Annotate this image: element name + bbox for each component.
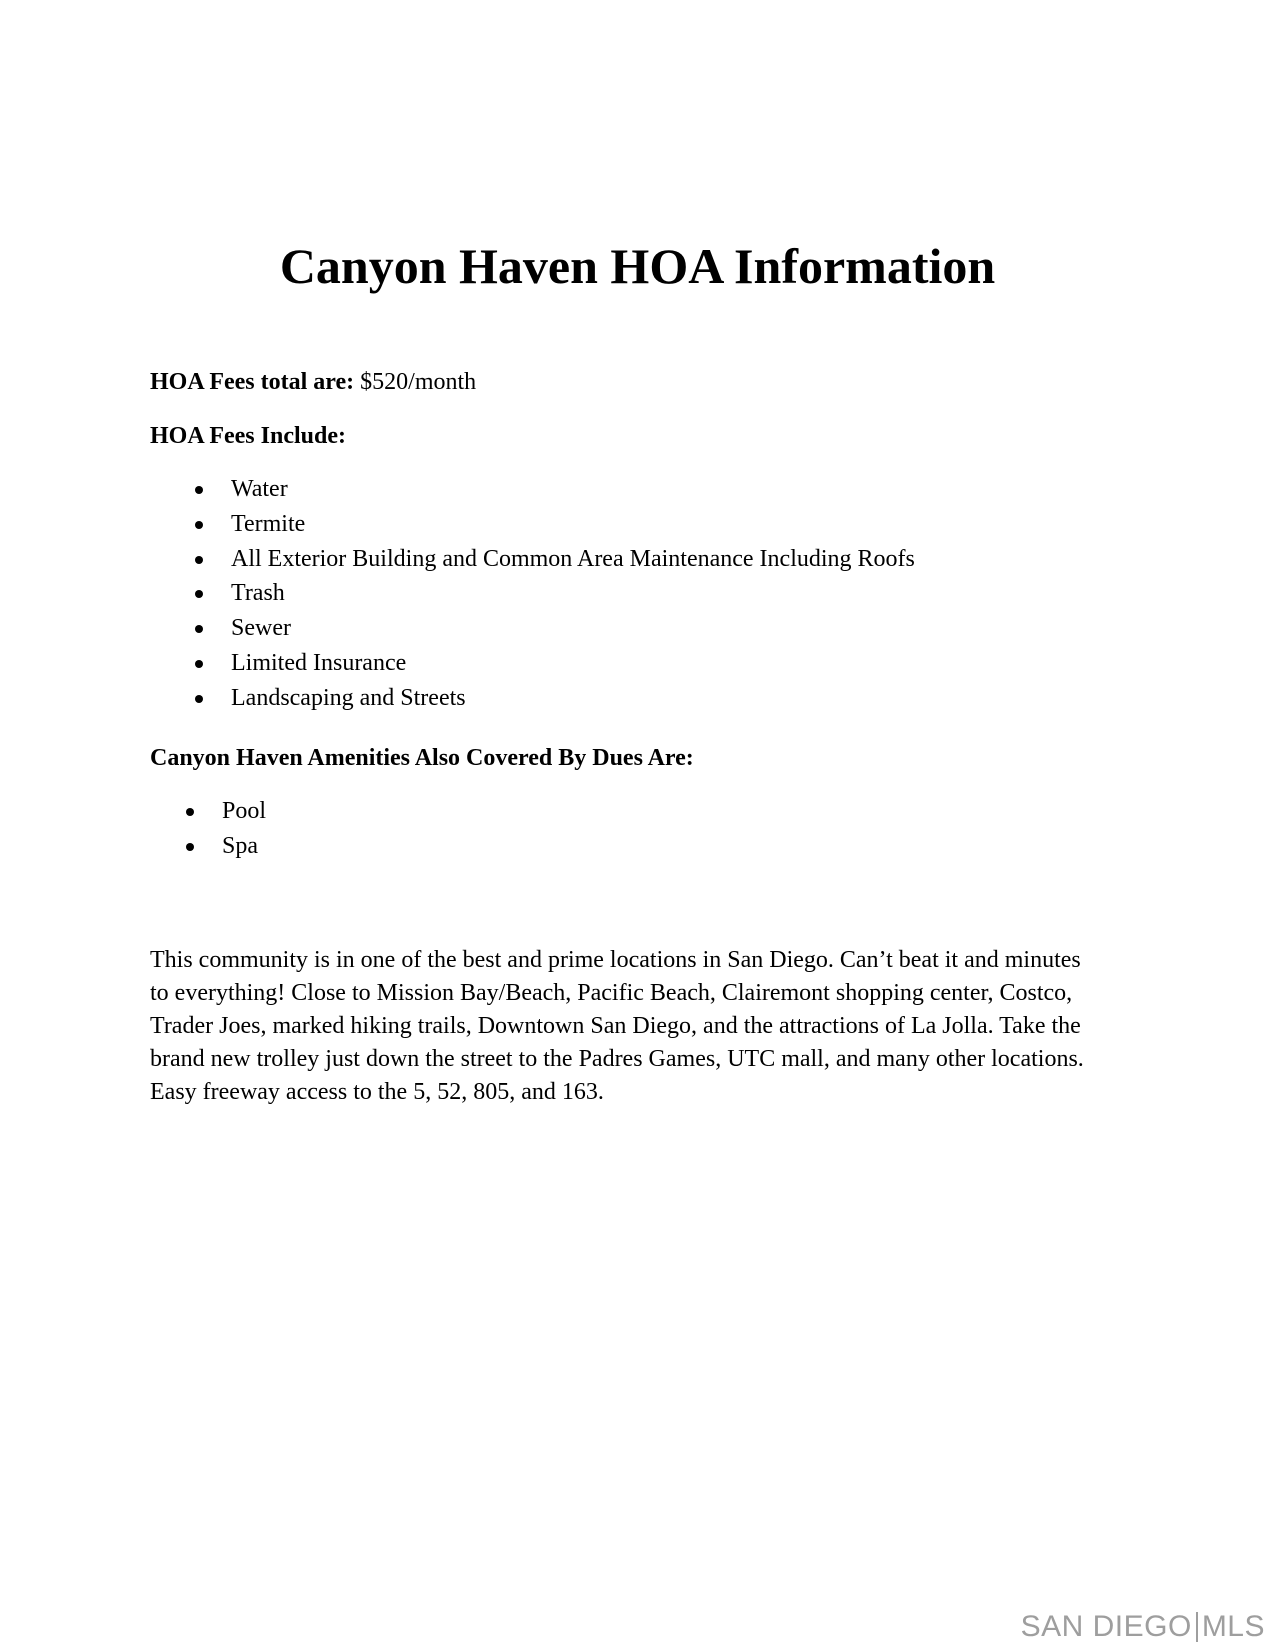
description-line: Easy freeway access to the 5, 52, 805, and 163. <box>150 1079 604 1105</box>
fees-total-label: HOA Fees total are: <box>150 369 355 395</box>
watermark-left-text: SAN DIEGO <box>1020 1610 1192 1643</box>
bullet-icon <box>186 808 194 816</box>
bullet-icon <box>195 695 203 703</box>
bullet-icon <box>195 590 203 598</box>
document-page: Canyon Haven HOA Information HOA Fees total are: $520/month HOA Fees Include: Water Termite All Exterior Building and Common Area Maintenance Including Roofs Trash Sewer Limited Insurance Landscaping and Streets Canyon Haven Amenities Also Covered By Dues Are: Pool Spa This community is in one of the best and prime locations in San Diego. Can’t beat it and minutes to everything! Close to Mission Bay/Beach, Pacific Beach, Clairemont shopping center, Costco, Trader Joes, marked hiking trails, Downtown San Diego, and the attractions of La Jolla. Take the brand new trolley just down the street to the Padres Games, UTC mall, and many other locations. Easy freeway access to the 5, 52, 805, and 163. SAN DIEGO MLS <box>0 0 1275 1650</box>
watermark-right-text: MLS <box>1201 1610 1265 1643</box>
bullet-icon <box>195 625 203 633</box>
mls-watermark <box>1021 1610 1265 1644</box>
watermark-divider <box>1196 1612 1198 1642</box>
bullet-icon <box>195 521 203 529</box>
fees-total-line <box>150 367 1130 397</box>
bullet-icon <box>195 486 203 494</box>
page-title: Canyon Haven HOA Information <box>279 238 996 294</box>
bullet-icon <box>195 660 203 668</box>
description-line: to everything! Close to Mission Bay/Beach, Pacific Beach, Clairemont shopping center, Costco, <box>150 980 1073 1006</box>
fees-total-value: $520/month <box>354 369 477 395</box>
bullet-icon <box>186 843 194 851</box>
description-line: brand new trolley just down the street to the Padres Games, UTC mall, and many other locations. <box>150 1046 1084 1072</box>
description-line: Trader Joes, marked hiking trails, Downtown San Diego, and the attractions of La Jolla. Take the <box>150 1013 1081 1039</box>
bullet-icon <box>195 556 203 564</box>
community-description <box>150 944 1130 1109</box>
amenities-heading: Canyon Haven Amenities Also Covered By Dues Are: <box>150 745 694 771</box>
description-line: This community is in one of the best and prime locations in San Diego. Can’t beat it and minutes <box>150 947 1081 973</box>
fees-include-heading: HOA Fees Include: <box>150 423 346 449</box>
